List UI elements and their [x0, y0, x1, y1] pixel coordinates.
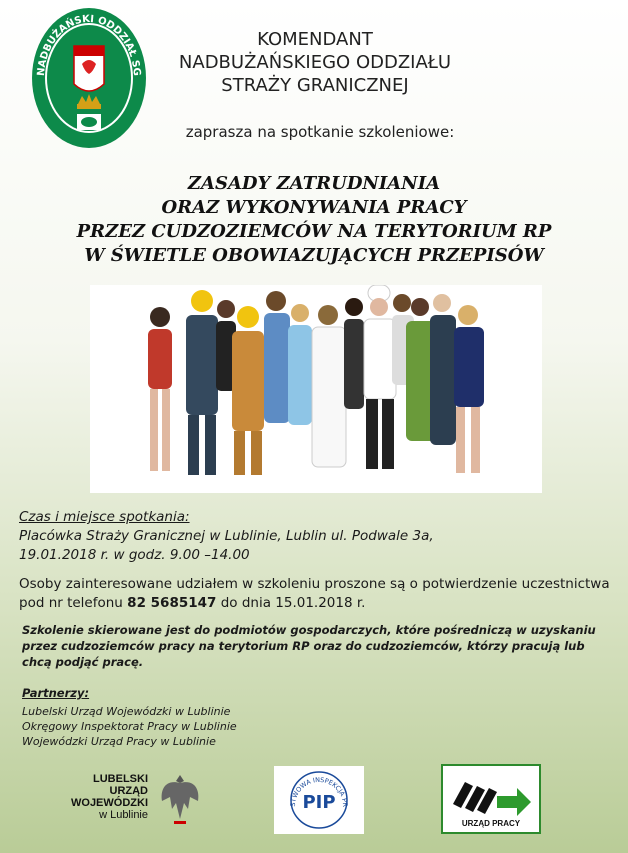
header-line-3: STRAŻY GRANICZNEJ — [221, 75, 409, 96]
partners-list — [22, 704, 237, 749]
title-line-4: W ŚWIETLE OBOWIAZUJĄCYCH PRZEPISÓW — [84, 245, 544, 266]
eagle-icon — [156, 769, 204, 827]
title-line-3: PRZEZ CUDZOZIEMCÓW NA TERYTORIUM RP — [76, 221, 552, 242]
header-line-2: NADBUŻAŃSKIEGO ODDZIAŁU — [178, 52, 452, 73]
luw-logo-text — [71, 773, 148, 821]
details-heading: Czas i miejsce spotkania: — [19, 509, 190, 525]
svg-text:PAŃSTWOWA INSPEKCJA PRACY: STWOWA INSPEKCJA PR — [288, 775, 350, 807]
up-logo — [441, 764, 541, 834]
contact-text-b: do dnia 15.01.2018 r. — [216, 595, 366, 611]
contact-text-a: pod nr telefonu — [19, 595, 128, 611]
meeting-details — [19, 508, 619, 565]
luw-l2: URZĄD — [109, 785, 148, 797]
details-place: Placówka Straży Granicznej w Lublinie, Lublin ul. Podwale 3a, — [19, 528, 434, 544]
details-time: 19.01.2018 r. w godz. 9.00 –14.00 — [19, 547, 250, 563]
svg-text:NADBUŻAŃSKI ODDZIAŁ SG: NADBUŻAŃSKI ODDZIAŁ SG — [35, 13, 143, 77]
title-line-2: ORAZ WYKONYWANIA PRACY — [161, 197, 467, 218]
luw-l1: LUBELSKI — [93, 773, 148, 785]
workers-group-photo — [90, 285, 542, 493]
header-line-1: KOMENDANT — [257, 29, 373, 50]
partner-item: Lubelski Urząd Wojewódzki w Lublinie — [22, 705, 231, 718]
phone-number: 82 5685147 — [127, 595, 217, 611]
target-audience-note: Szkolenie skierowane jest do podmiotów gospodarczych, które pośredniczą w uzyskaniu przez cudzoziemców pracy na terytorium RP oraz do cudzoziemców, którzy pracują lub chcą podjąć pracę. — [22, 623, 596, 669]
luw-logo — [68, 767, 208, 829]
contact-line-1: Osoby zainteresowane udziałem w szkoleniu proszone są o potwierdzenie uczestnictwa — [19, 576, 610, 592]
contact-info — [19, 575, 619, 613]
partner-item: Wojewódzki Urząd Pracy w Lublinie — [22, 735, 216, 748]
luw-l3: WOJEWÓDZKI — [71, 797, 148, 809]
svg-text:URZĄD PRACY: URZĄD PRACY — [461, 819, 521, 828]
contact-line-2 — [19, 594, 619, 613]
border-guard-emblem — [30, 6, 148, 150]
title-line-1: ZASADY ZATRUDNIANIA — [187, 173, 441, 194]
header-block — [160, 28, 470, 97]
partners-heading: Partnerzy: — [22, 686, 90, 700]
invitation-text: zaprasza na spotkanie szkoleniowe: — [185, 123, 455, 141]
event-title — [40, 172, 588, 268]
partner-item: Okręgowy Inspektorat Pracy w Lublinie — [22, 720, 237, 733]
pip-logo — [274, 766, 364, 834]
svg-text:PIP: PIP — [302, 792, 336, 813]
luw-l4: w Lublinie — [99, 809, 148, 821]
